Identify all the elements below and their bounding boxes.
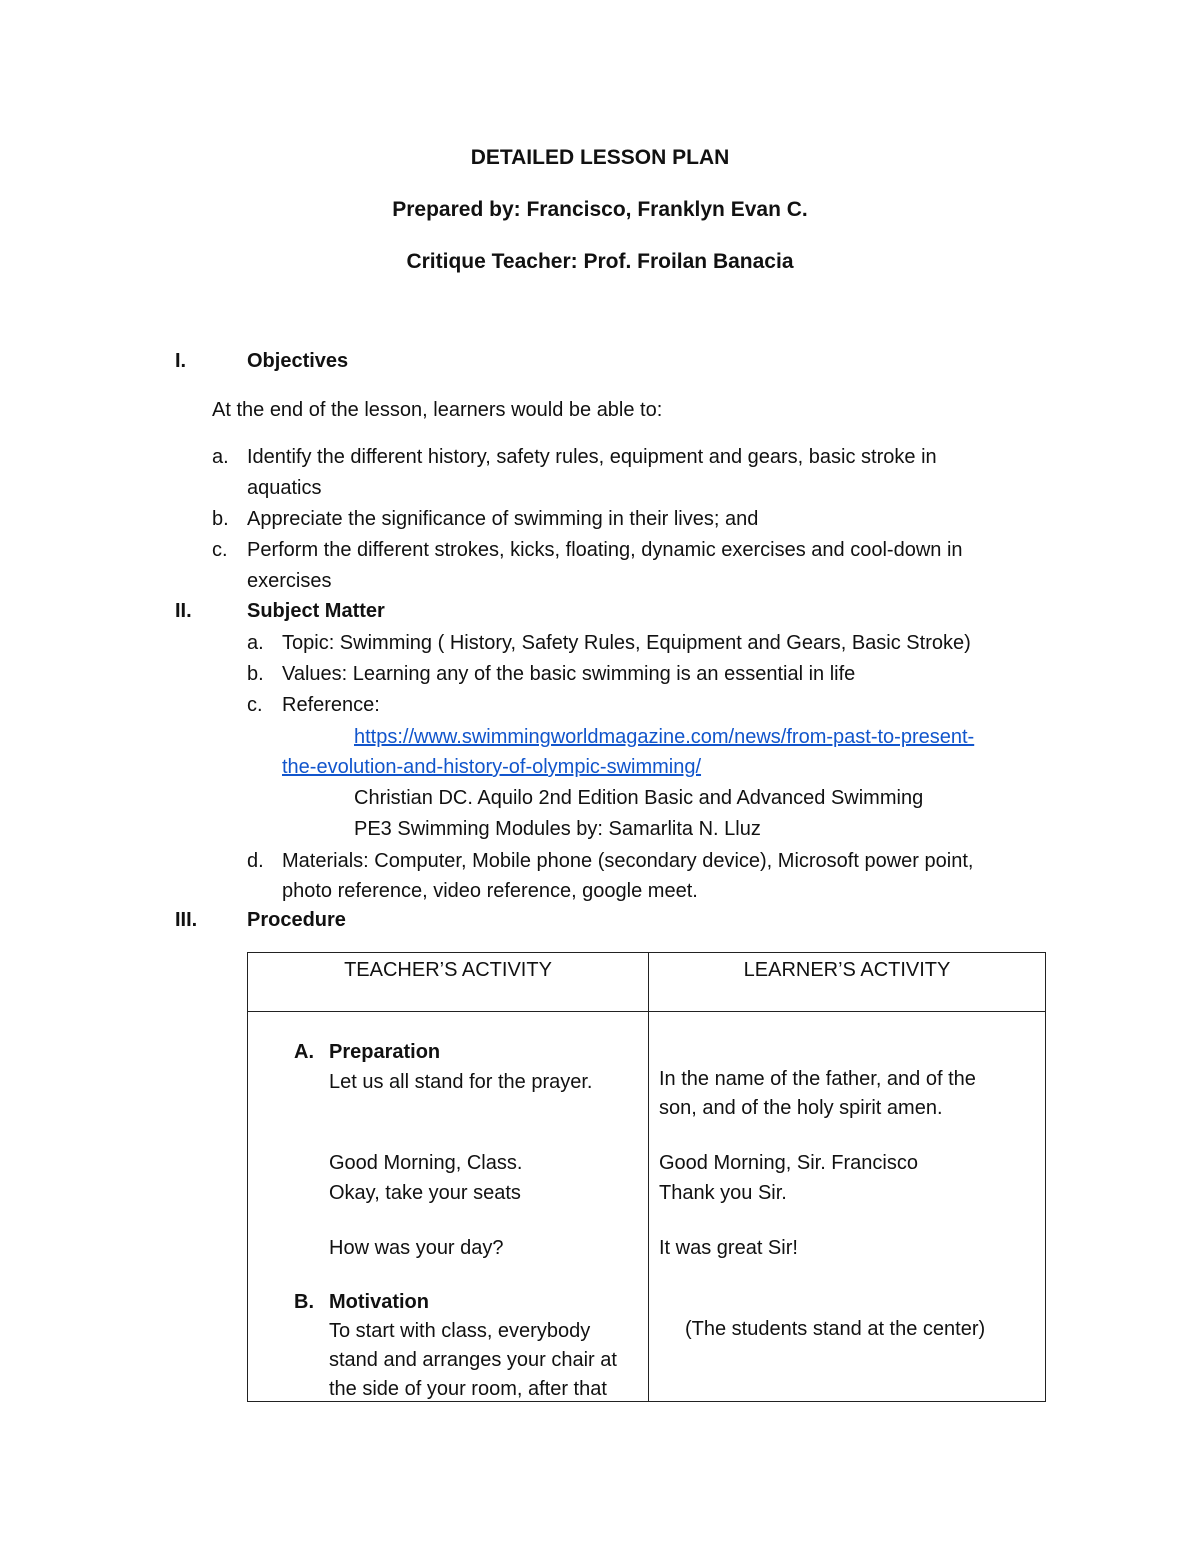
learner-prayer-line1: In the name of the father, and of the xyxy=(659,1068,976,1090)
reference-book-2: PE3 Swimming Modules by: Samarlita N. Lluz xyxy=(354,818,761,840)
prepared-by: Prepared by: Francisco, Franklyn Evan C. xyxy=(392,198,808,221)
preparation-marker: A. xyxy=(294,1041,314,1063)
section-numeral-subject-matter: II. xyxy=(175,600,192,622)
objective-marker-a: a. xyxy=(212,446,229,468)
learner-day-response: It was great Sir! xyxy=(659,1237,798,1259)
section-heading-subject-matter: Subject Matter xyxy=(247,600,385,622)
motivation-heading: Motivation xyxy=(329,1291,429,1313)
document-title: DETAILED LESSON PLAN xyxy=(470,146,730,169)
section-heading-objectives: Objectives xyxy=(247,350,349,372)
objective-c-line1: Perform the different strokes, kicks, floating, dynamic exercises and cool-down in xyxy=(247,539,963,561)
objective-a-line1: Identify the different history, safety rules, equipment and gears, basic stroke in xyxy=(247,446,937,468)
table-header-divider xyxy=(248,1011,1045,1012)
motivation-marker: B. xyxy=(294,1291,314,1313)
learner-thanks: Thank you Sir. xyxy=(659,1182,787,1204)
topic-marker: a. xyxy=(247,632,264,654)
materials-line2: photo reference, video reference, google meet. xyxy=(282,880,698,902)
reference-label: Reference: xyxy=(282,694,380,716)
teacher-how-day: How was your day? xyxy=(329,1237,504,1259)
materials-line1: Materials: Computer, Mobile phone (secondary device), Microsoft power point, xyxy=(282,850,974,872)
topic-text: Topic: Swimming ( History, Safety Rules, Equipment and Gears, Basic Stroke) xyxy=(282,632,971,654)
learner-greeting: Good Morning, Sir. Francisco xyxy=(659,1152,918,1174)
values-text: Values: Learning any of the basic swimming is an essential in life xyxy=(282,663,856,685)
header-learner-activity: LEARNER’S ACTIVITY xyxy=(743,959,951,981)
teacher-greeting: Good Morning, Class. xyxy=(329,1152,523,1174)
teacher-take-seats: Okay, take your seats xyxy=(329,1182,521,1204)
objective-c-line2: exercises xyxy=(247,570,332,592)
objective-marker-c: c. xyxy=(212,539,228,561)
procedure-table xyxy=(247,952,1046,1402)
preparation-heading: Preparation xyxy=(329,1041,441,1063)
objective-a-line2: aquatics xyxy=(247,477,322,499)
materials-marker: d. xyxy=(247,850,264,872)
values-marker: b. xyxy=(247,663,264,685)
objectives-intro: At the end of the lesson, learners would be able to: xyxy=(212,399,663,421)
motivation-teacher-line1: To start with class, everybody xyxy=(329,1320,591,1342)
section-numeral-procedure: III. xyxy=(175,909,198,931)
motivation-learner-line1: (The students stand at the center) xyxy=(685,1318,986,1340)
reference-link-line2[interactable]: the-evolution-and-history-of-olympic-swimming/ xyxy=(282,756,702,778)
learner-prayer-line2: son, and of the holy spirit amen. xyxy=(659,1097,943,1119)
teacher-prayer: Let us all stand for the prayer. xyxy=(329,1071,593,1093)
header-teacher-activity: TEACHER’S ACTIVITY xyxy=(344,959,552,981)
reference-marker: c. xyxy=(247,694,263,716)
motivation-teacher-line3: the side of your room, after that xyxy=(329,1378,607,1400)
reference-link-line1[interactable]: https://www.swimmingworldmagazine.com/news/from-past-to-present- xyxy=(354,726,975,748)
section-numeral-objectives: I. xyxy=(175,350,187,372)
objective-marker-b: b. xyxy=(212,508,229,530)
reference-book-1: Christian DC. Aquilo 2nd Edition Basic and Advanced Swimming xyxy=(354,787,924,809)
table-column-divider xyxy=(648,953,649,1401)
critique-teacher: Critique Teacher: Prof. Froilan Banacia xyxy=(406,250,794,273)
motivation-teacher-line2: stand and arranges your chair at xyxy=(329,1349,617,1371)
section-heading-procedure: Procedure xyxy=(247,909,346,931)
objective-b-line1: Appreciate the significance of swimming in their lives; and xyxy=(247,508,759,530)
